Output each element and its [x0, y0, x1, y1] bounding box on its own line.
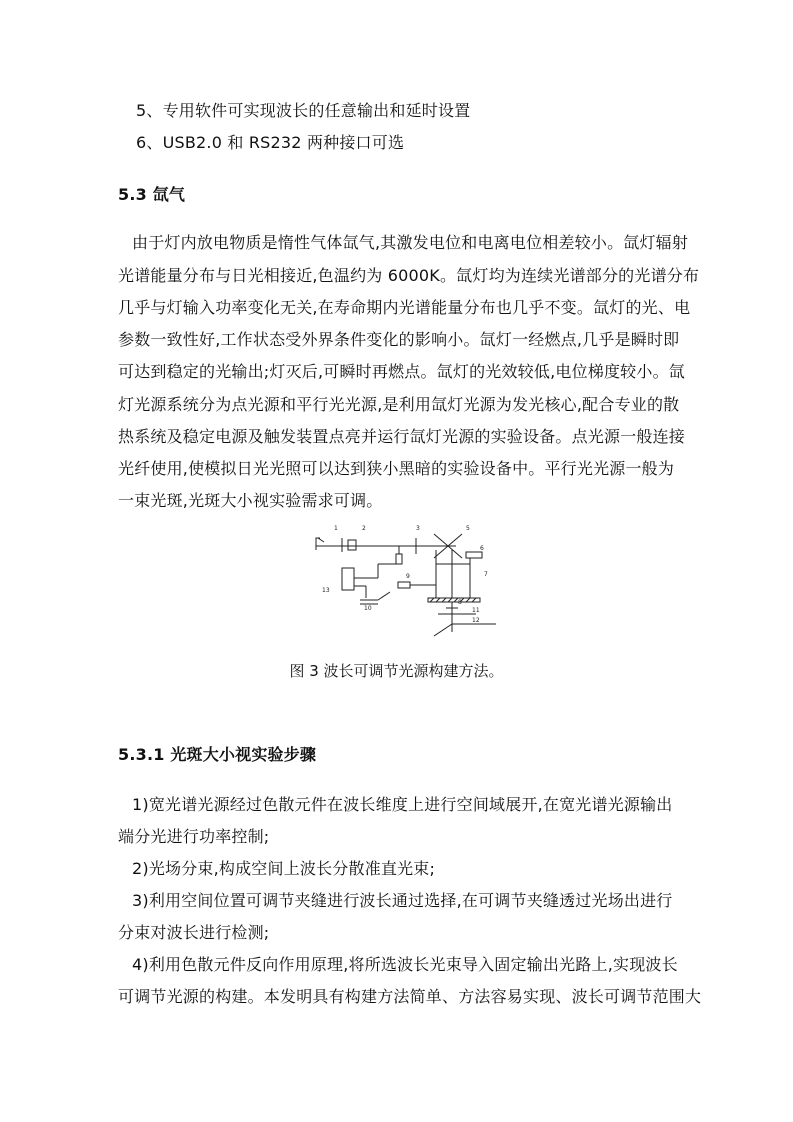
step-line: 4)利用色散元件反向作用原理,将所选波长光束导入固定输出光路上,实现波长: [132, 955, 678, 974]
step-line: 1)宽光谱光源经过色散元件在波长维度上进行空间域展开,在宽光谱光源输出: [132, 795, 673, 814]
step-line: 3)利用空间位置可调节夹缝进行波长通过选择,在可调节夹缝透过光场出进行: [132, 891, 673, 910]
paragraph-line: 一束光斑,光斑大小视实验需求可调。: [118, 491, 383, 510]
paragraph-line: 灯光源系统分为点光源和平行光光源,是利用氙灯光源为发光核心,配合专业的散: [118, 395, 680, 414]
figure-label: 10: [364, 605, 372, 612]
paragraph-line: 光纤使用,使模拟日光光照可以达到狭小黑暗的实验设备中。平行光光源一般为: [118, 459, 675, 478]
figure-label: 7: [484, 571, 488, 578]
step-line: 2)光场分束,构成空间上波长分散准直光束;: [132, 859, 436, 878]
step-line: 分束对波长进行检测;: [118, 923, 270, 942]
figure-caption: 图 3 波长可调节光源构建方法。: [289, 662, 504, 680]
figure-label: 5: [466, 525, 470, 532]
figure-label: 12: [472, 617, 480, 624]
paragraph-line: 热系统及稳定电源及触发装置点亮并运行氙灯光源的实验设备。点光源一般连接: [118, 427, 686, 446]
step-line: 端分光进行功率控制;: [118, 827, 270, 846]
list-item-5: 5、专用软件可实现波长的任意输出和延时设置: [136, 101, 471, 120]
step-line: 可调节光源的构建。本发明具有构建方法简单、方法容易实现、波长可调节范围大: [118, 987, 702, 1006]
figure-label: 2: [362, 525, 366, 532]
section-heading-5-3-1: 5.3.1 光斑大小视实验步骤: [118, 745, 317, 764]
figure-label: 13: [322, 587, 330, 594]
list-item-6: 6、USB2.0 和 RS232 两种接口可选: [136, 133, 405, 152]
figure-label: 11: [472, 607, 480, 614]
figure-label: 6: [480, 545, 484, 552]
figure-label: 3: [416, 525, 420, 532]
paragraph-line: 由于灯内放电物质是惰性气体氙气,其激发电位和电离电位相差较小。氙灯辐射: [132, 233, 689, 252]
figure-label: 8: [458, 599, 462, 606]
paragraph-line: 可达到稳定的光输出;灯灭后,可瞬时再燃点。氙灯的光效较低,电位梯度较小。氙: [118, 362, 685, 381]
figure-label: 1: [334, 525, 338, 532]
figure-label: 9: [406, 573, 410, 580]
paragraph-line: 几乎与灯输入功率变化无关,在寿命期内光谱能量分布也几乎不变。氙灯的光、电: [118, 298, 691, 317]
paragraph-line: 参数一致性好,工作状态受外界条件变化的影响小。氙灯一经燃点,几乎是瞬时即: [118, 330, 680, 349]
paragraph-line: 光谱能量分布与日光相接近,色温约为 6000K。氙灯均为连续光谱部分的光谱分布: [118, 266, 700, 285]
section-heading-5-3: 5.3 氙气: [118, 185, 186, 204]
figure-3-schematic: [306, 520, 502, 646]
